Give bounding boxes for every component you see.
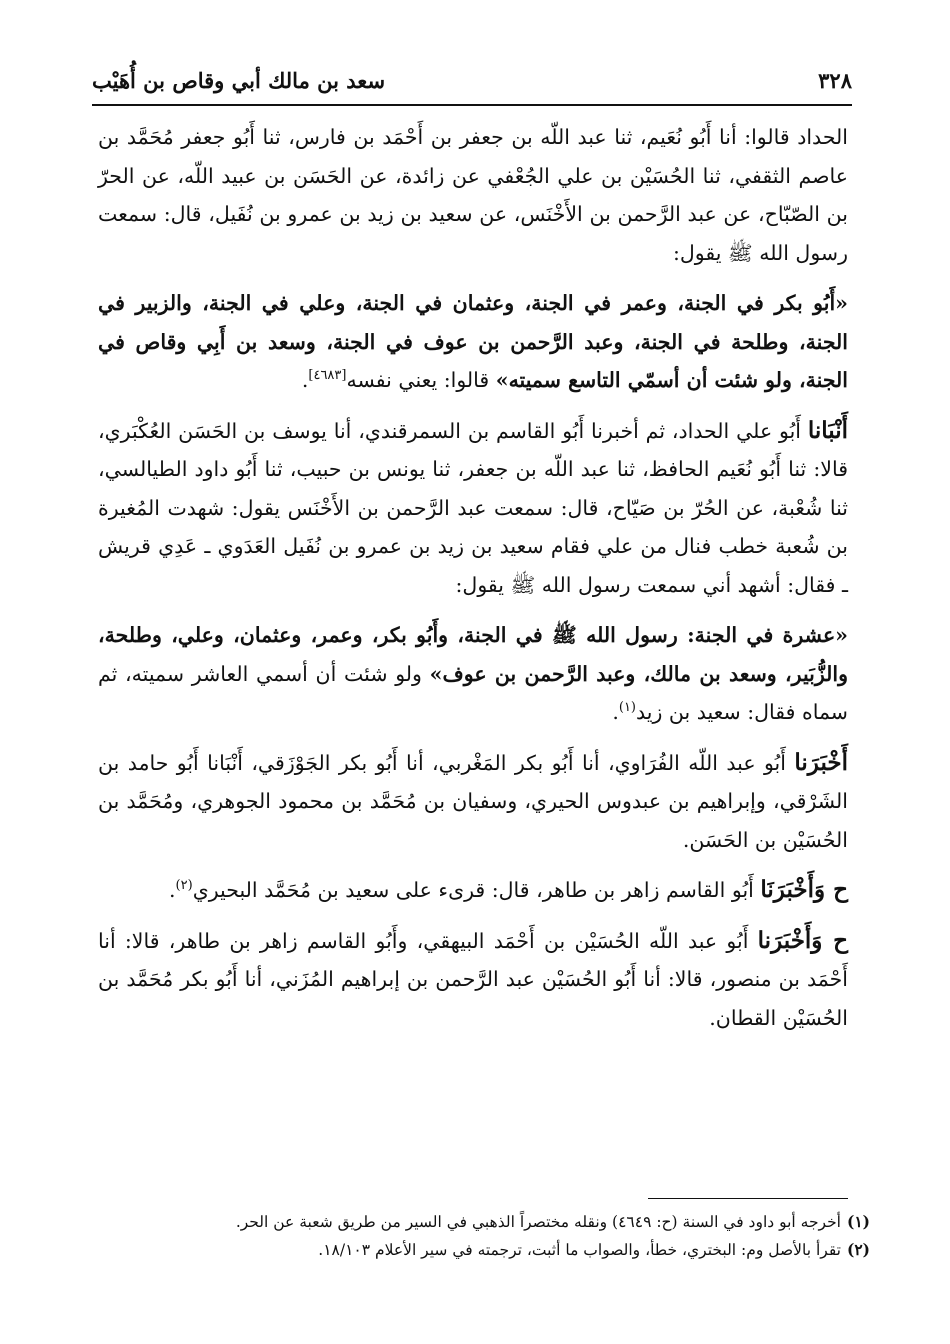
main-text (98, 118, 848, 1049)
running-title: سعد بن مالك أبي وقاص بن أُهَيْب (92, 67, 386, 93)
paragraph-2 (98, 284, 848, 400)
header-rule (92, 104, 852, 106)
footnote-number: (١) (846, 1212, 870, 1231)
paragraph-7 (98, 922, 848, 1038)
paragraph-text: أَبُو عبد اللّه الفُرَاوي، أنا أَبُو بكر المَغْربي، أنا أَبُو بكر الجَوْزَقي، أَنْبَانا أَبُو حامد بن الشَرْقي، وإبراهيم بن عبدوس الحيري، وسفيان بن مُحَمَّد بن محمود الجوهري، ومُحَمَّد بن الحُسَيْن بن الحَسَن. (98, 750, 848, 852)
footnotes (100, 1208, 870, 1264)
footnote-2 (100, 1236, 870, 1264)
paragraph-text: قالوا: يعني نفسه (346, 368, 496, 392)
footnote-ref-2: (٢) (175, 878, 193, 894)
sentence-end: . (612, 700, 619, 724)
paragraph-text: أَبُو القاسم زاهر بن طاهر، قال: قرىء على سعيد بن مُحَمَّد البحيري (192, 878, 761, 902)
footnote-rule (648, 1198, 848, 1199)
sentence-end: . (301, 368, 309, 392)
isnad-lead: أَنْبَانا (807, 416, 848, 444)
hadith-text: «عشرة في الجنة: رسول الله ﷺ في الجنة، وأَبُو بكر، وعمر، وعثمان، وعلي، وطلحة، والزُّبَير، وسعد بن مالك، وعبد الرَّحمن بن عوف» (98, 623, 848, 686)
isnad-lead: ح وَأَخْبَرَنَا (760, 876, 848, 903)
sentence-end: . (169, 878, 176, 902)
isnad-lead: أَخْبَرَنا (794, 748, 848, 776)
footnote-text: أخرجه أبو داود في السنة (ح: ٤٦٤٩) ونقله مختصراً الذهبي في السير من طريق شعبة عن الحر. (235, 1213, 841, 1231)
footnote-1 (100, 1208, 870, 1236)
footnote-number: (٢) (846, 1240, 870, 1259)
hadith-text: «أَبُو بكر في الجنة، وعمر في الجنة، وعثمان في الجنة، وعلي في الجنة، والزبير في الجنة، وطلحة في الجنة، وعبد الرَّحمن بن عوف في الجنة، وسعد بن أَبِي وقاص في الجنة، ولو شئت أن أسمّي التاسع سميته» (98, 291, 848, 392)
page-number: ٣٢٨ (818, 67, 852, 93)
paragraph-1 (98, 118, 848, 272)
hadith-number: [٤٦٨٣] (308, 368, 347, 384)
isnad-lead: ح وَأَخْبَرَنا (757, 926, 848, 954)
paragraph-text: أَبُو عبد اللّه الحُسَيْن بن أَحْمَد البيهقي، وأَبُو القاسم زاهر بن طاهر، قالا: أنا أَحْمَد بن منصور، قالا: أنا أَبُو الحُسَيْن عبد الرَّحمن بن إبراهيم المُزَني، أنا أَبُو بكر مُحَمَّد بن الحُسَيْن القطان. (98, 928, 848, 1030)
paragraph-4 (98, 616, 848, 732)
paragraph-text: أَبُو علي الحداد، ثم أخبرنا أَبُو القاسم بن السمرقندي، أنا يوسف بن الحَسَن العُكْبَري، قالا: ثنا أَبُو نُعَيم الحافظ، ثنا عبد اللّه بن جعفر، ثنا يونس بن حبيب، ثنا أَبُو داود الطيالسي، ثنا شُعْبة، عن الحُرّ بن صَيّاح، قال: سمعت عبد الرَّحمن بن الأَخْنَس يقول: شهدت المُغيرة بن شُعبة خطب فنال من علي فقام سعيد بن زيد بن عمرو بن نُفَيل العَدَوي ـ عَدِي قريش ـ فقال: أشهد أني سمعت رسول الله ﷺ يقول: (98, 418, 848, 597)
paragraph-6 (98, 871, 848, 910)
paragraph-5 (98, 744, 848, 860)
footnote-text: تقرأ بالأصل وم: البختري، خطأ، والصواب ما أثبت، ترجمته في سير الأعلام ١٨/١٠٣. (318, 1241, 841, 1259)
paragraph-3 (98, 412, 848, 605)
footnote-ref-1: (١) (618, 700, 636, 716)
paragraph-text: ولو شئت أن أسمي العاشر سميته، ثم سماه فقال: سعيد بن زيد (98, 661, 848, 724)
running-header (92, 58, 852, 102)
paragraph-text: الحداد قالوا: أنا أَبُو نُعَيم، ثنا عبد اللّه بن جعفر بن أَحْمَد بن فارس، ثنا أَبُو جعفر مُحَمَّد بن عاصم الثقفي، ثنا الحُسَيْن بن علي الجُعْفي عن زائدة، عن الحَسَن بن عبيد اللّه، عن الحرّ بن الصّبّاح، عن عبد الرَّحمن بن الأَخْنَس، عن سعيد بن زيد بن عمرو بن نُفَيل، قال: سمعت رسول الله ﷺ يقول: (98, 125, 848, 265)
